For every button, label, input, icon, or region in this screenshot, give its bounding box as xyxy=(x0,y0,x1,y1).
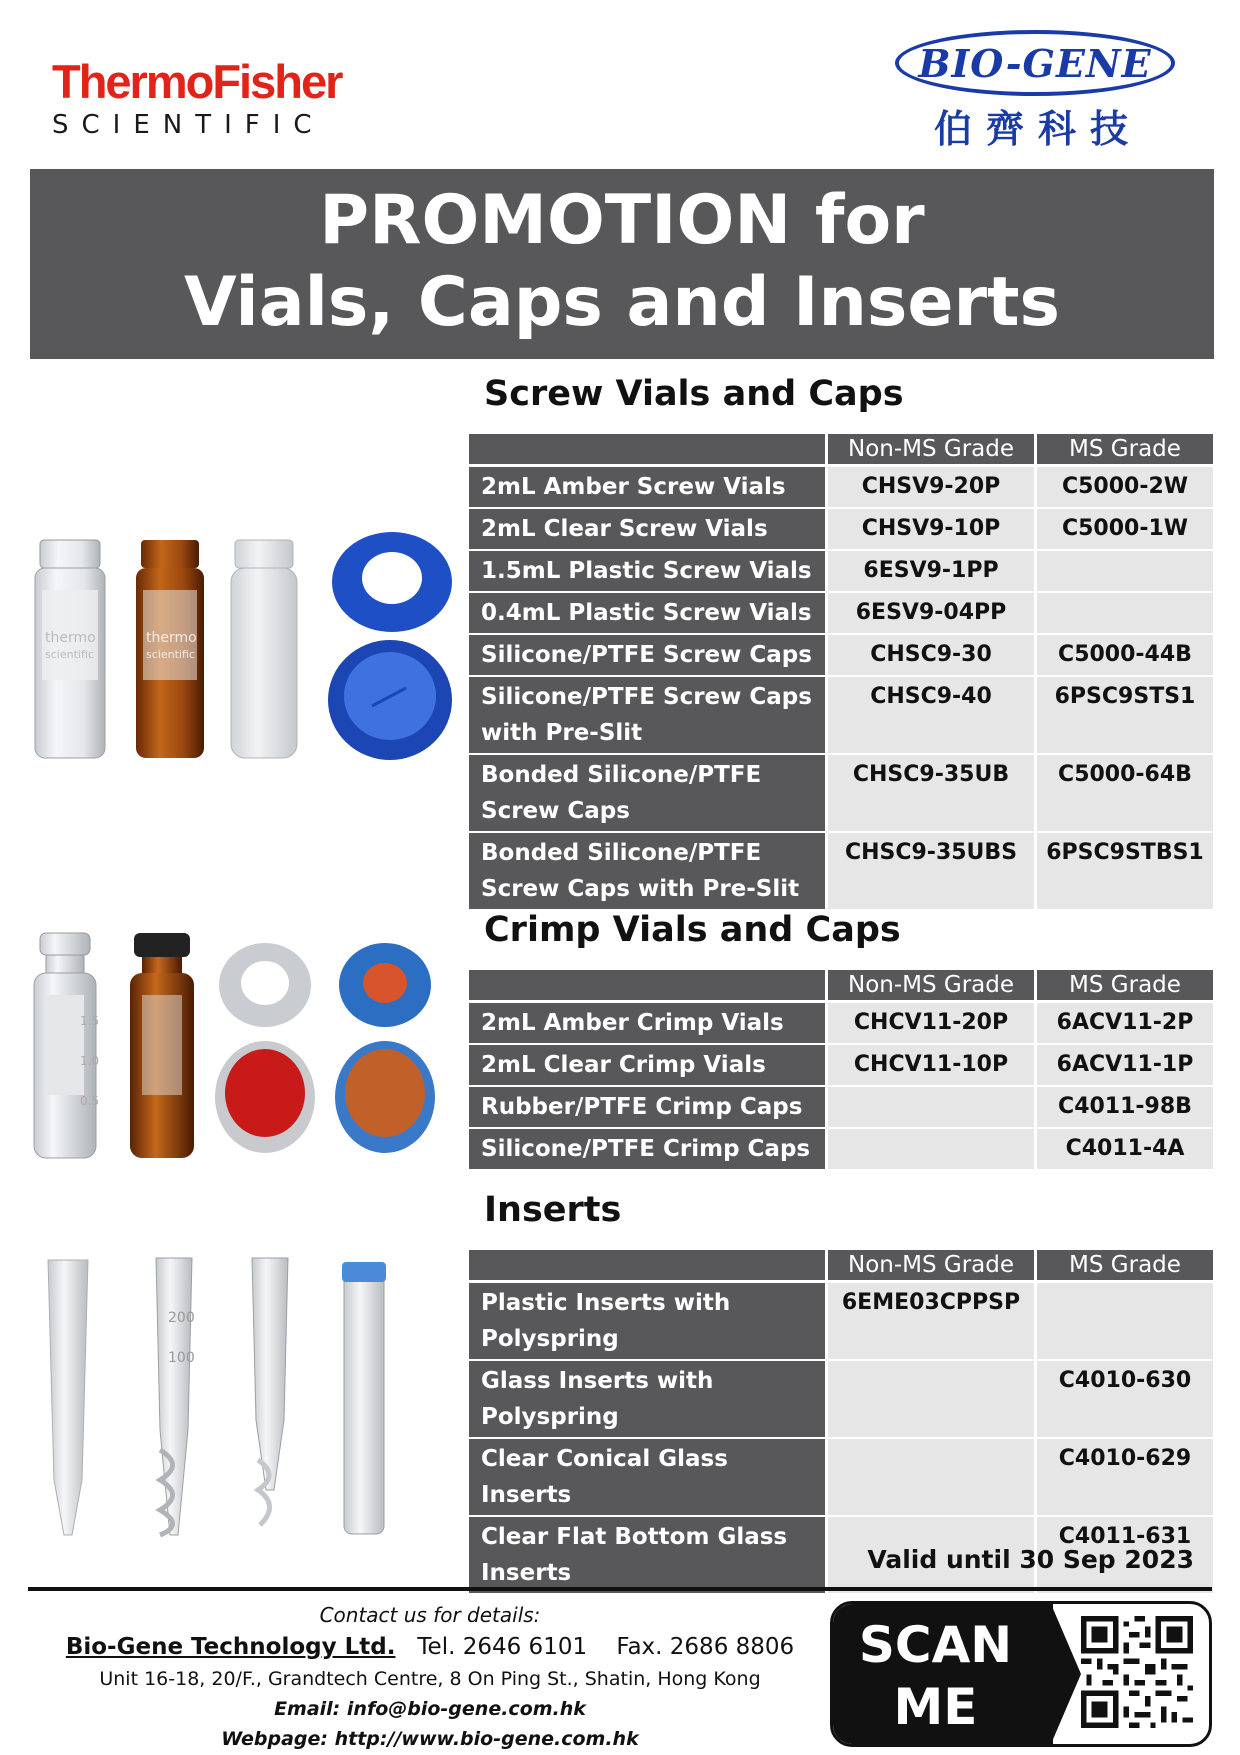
ms-code: C5000-44B xyxy=(1037,635,1213,675)
contact-label: Contact us for details: xyxy=(319,1603,541,1627)
product-name: Bonded Silicone/PTFE Screw Caps with Pre-Slit xyxy=(469,833,825,909)
ms-code xyxy=(1037,1283,1213,1359)
product-name: Plastic Inserts with Polyspring xyxy=(469,1283,825,1359)
flat-bottom-glass-insert xyxy=(342,1262,386,1534)
product-name: Silicone/PTFE Screw Caps xyxy=(469,635,825,675)
volume-mark: 200 xyxy=(168,1310,195,1326)
scan-me-box[interactable] xyxy=(830,1601,1212,1747)
webpage-link[interactable]: Webpage: http://www.bio-gene.com.hk xyxy=(221,1728,639,1750)
clear-screw-vial xyxy=(35,540,105,758)
table-row xyxy=(469,1283,1213,1359)
table-row xyxy=(469,1129,1213,1169)
ms-code: C5000-1W xyxy=(1037,509,1213,549)
table-row xyxy=(469,1087,1213,1127)
plastic-screw-vial xyxy=(231,540,297,758)
ms-code: C4011-631 xyxy=(1037,1517,1213,1593)
header-ms: MS Grade xyxy=(1037,970,1213,1000)
volume-mark: 0.5 xyxy=(80,1094,100,1108)
screw-section-title: Screw Vials and Caps xyxy=(484,374,904,414)
table-row xyxy=(469,509,1213,549)
header-non-ms: Non-MS Grade xyxy=(828,1250,1034,1280)
banner-title-line1: PROMOTION for xyxy=(319,181,925,260)
product-name: Silicone/PTFE Crimp Caps xyxy=(469,1129,825,1169)
vial-brand-label: thermo xyxy=(146,630,197,646)
vial-brand-label: scientific xyxy=(146,648,195,661)
crimp-vials-image xyxy=(10,925,458,1165)
contact-block xyxy=(60,1600,800,1754)
table-row xyxy=(469,1003,1213,1043)
non-ms-code: 6ESV9-1PP xyxy=(828,551,1034,591)
blue-screw-caps xyxy=(328,532,452,760)
table-row xyxy=(469,1439,1213,1515)
qr-code-icon[interactable] xyxy=(1081,1616,1193,1728)
conical-glass-insert xyxy=(252,1258,288,1525)
non-ms-code: CHSC9-35UBS xyxy=(828,833,1034,909)
bio-gene-chinese-name: 伯齊科技 xyxy=(933,106,1142,151)
non-ms-code xyxy=(828,1439,1034,1515)
volume-mark: 100 xyxy=(168,1350,195,1366)
table-header-row xyxy=(469,1250,1213,1280)
header-blank-cell xyxy=(469,970,825,1000)
ms-code: C4010-630 xyxy=(1037,1361,1213,1437)
fax: Fax. 2686 8806 xyxy=(616,1634,795,1660)
vial-brand-label: thermo xyxy=(45,630,96,646)
non-ms-code: CHSV9-20P xyxy=(828,467,1034,507)
bio-gene-oval xyxy=(895,30,1175,96)
table-row xyxy=(469,677,1213,753)
bio-gene-logo xyxy=(895,30,1181,153)
header-blank-cell xyxy=(469,434,825,464)
product-name: Rubber/PTFE Crimp Caps xyxy=(469,1087,825,1127)
thermo-fisher-sub: SCIENTIFIC xyxy=(52,110,325,140)
product-name: Bonded Silicone/PTFE Screw Caps xyxy=(469,755,825,831)
crimp-table xyxy=(469,970,1213,1171)
table-row xyxy=(469,551,1213,591)
ms-code: C5000-2W xyxy=(1037,467,1213,507)
non-ms-code xyxy=(828,1129,1034,1169)
table-header-row xyxy=(469,434,1213,464)
table-row xyxy=(469,1361,1213,1437)
amber-screw-vial xyxy=(136,540,204,758)
company-name: Bio-Gene Technology Ltd. xyxy=(65,1634,396,1660)
header-non-ms: Non-MS Grade xyxy=(828,434,1034,464)
ms-code xyxy=(1037,551,1213,591)
product-name: Glass Inserts with Polyspring xyxy=(469,1361,825,1437)
crimp-caps xyxy=(215,943,435,1153)
non-ms-code: CHCV11-10P xyxy=(828,1045,1034,1085)
ms-code: C4010-629 xyxy=(1037,1439,1213,1515)
vial-brand-label: scientific xyxy=(45,648,94,661)
product-name: 2mL Amber Screw Vials xyxy=(469,467,825,507)
table-header-row xyxy=(469,970,1213,1000)
product-name: 1.5mL Plastic Screw Vials xyxy=(469,551,825,591)
ms-code: 6PSC9STBS1 xyxy=(1037,833,1213,909)
inserts-section-title: Inserts xyxy=(484,1190,622,1230)
non-ms-code: CHSV9-10P xyxy=(828,509,1034,549)
table-row xyxy=(469,755,1213,831)
non-ms-code: CHSC9-40 xyxy=(828,677,1034,753)
screw-table xyxy=(469,434,1213,911)
ms-code xyxy=(1037,593,1213,633)
glass-insert-with-spring xyxy=(156,1258,195,1535)
non-ms-code: 6ESV9-04PP xyxy=(828,593,1034,633)
non-ms-code: CHSC9-30 xyxy=(828,635,1034,675)
table-row xyxy=(469,833,1213,909)
volume-mark: 1.0 xyxy=(80,1054,100,1068)
non-ms-code: CHSC9-35UB xyxy=(828,755,1034,831)
scan-me-text xyxy=(833,1614,1038,1738)
scan-text-line2: ME xyxy=(893,1678,978,1736)
telephone: Tel. 2646 6101 xyxy=(417,1634,588,1660)
product-name: Clear Flat Bottom Glass Inserts xyxy=(469,1517,825,1593)
bio-gene-name: BIO-GENE xyxy=(918,40,1152,86)
clear-crimp-vial xyxy=(34,933,99,1158)
ms-code: 6ACV11-1P xyxy=(1037,1045,1213,1085)
thermo-fisher-brand: ThermoFisher xyxy=(52,55,342,108)
ms-code: C4011-4A xyxy=(1037,1129,1213,1169)
header-blank-cell xyxy=(469,1250,825,1280)
header-ms: MS Grade xyxy=(1037,1250,1213,1280)
header-ms: MS Grade xyxy=(1037,434,1213,464)
product-name: 2mL Clear Crimp Vials xyxy=(469,1045,825,1085)
header-non-ms: Non-MS Grade xyxy=(828,970,1034,1000)
inserts-image xyxy=(10,1250,458,1540)
table-row xyxy=(469,1045,1213,1085)
thermo-fisher-logo xyxy=(52,55,342,140)
non-ms-code xyxy=(828,1087,1034,1127)
amber-crimp-vial xyxy=(130,933,194,1158)
footer-divider xyxy=(28,1587,1212,1591)
table-row xyxy=(469,593,1213,633)
product-name: 2mL Amber Crimp Vials xyxy=(469,1003,825,1043)
ms-code: 6ACV11-2P xyxy=(1037,1003,1213,1043)
product-name: 0.4mL Plastic Screw Vials xyxy=(469,593,825,633)
inserts-table xyxy=(469,1250,1213,1595)
product-name: 2mL Clear Screw Vials xyxy=(469,509,825,549)
screw-vials-image xyxy=(10,520,458,775)
volume-mark: 1.5 xyxy=(80,1014,100,1028)
non-ms-code: 6EME03CPPSP xyxy=(828,1283,1034,1359)
email-link[interactable]: Email: info@bio-gene.com.hk xyxy=(274,1698,586,1720)
contact-company-line xyxy=(60,1630,800,1664)
product-name: Silicone/PTFE Screw Caps with Pre-Slit xyxy=(469,677,825,753)
ms-code: C5000-64B xyxy=(1037,755,1213,831)
non-ms-code xyxy=(828,1361,1034,1437)
table-row xyxy=(469,467,1213,507)
scan-text-line1: SCAN xyxy=(858,1616,1013,1674)
plastic-insert xyxy=(48,1260,88,1535)
promotion-banner xyxy=(30,169,1214,359)
valid-until-text: Valid until 30 Sep 2023 xyxy=(867,1545,1194,1574)
ms-code: C4011-98B xyxy=(1037,1087,1213,1127)
product-name: Clear Conical Glass Inserts xyxy=(469,1439,825,1515)
ms-code: 6PSC9STS1 xyxy=(1037,677,1213,753)
non-ms-code: CHCV11-20P xyxy=(828,1003,1034,1043)
table-row xyxy=(469,635,1213,675)
address: Unit 16-18, 20/F., Grandtech Centre, 8 On Ping St., Shatin, Hong Kong xyxy=(99,1668,761,1690)
crimp-section-title: Crimp Vials and Caps xyxy=(484,910,901,950)
banner-title-line2: Vials, Caps and Inserts xyxy=(184,263,1060,342)
